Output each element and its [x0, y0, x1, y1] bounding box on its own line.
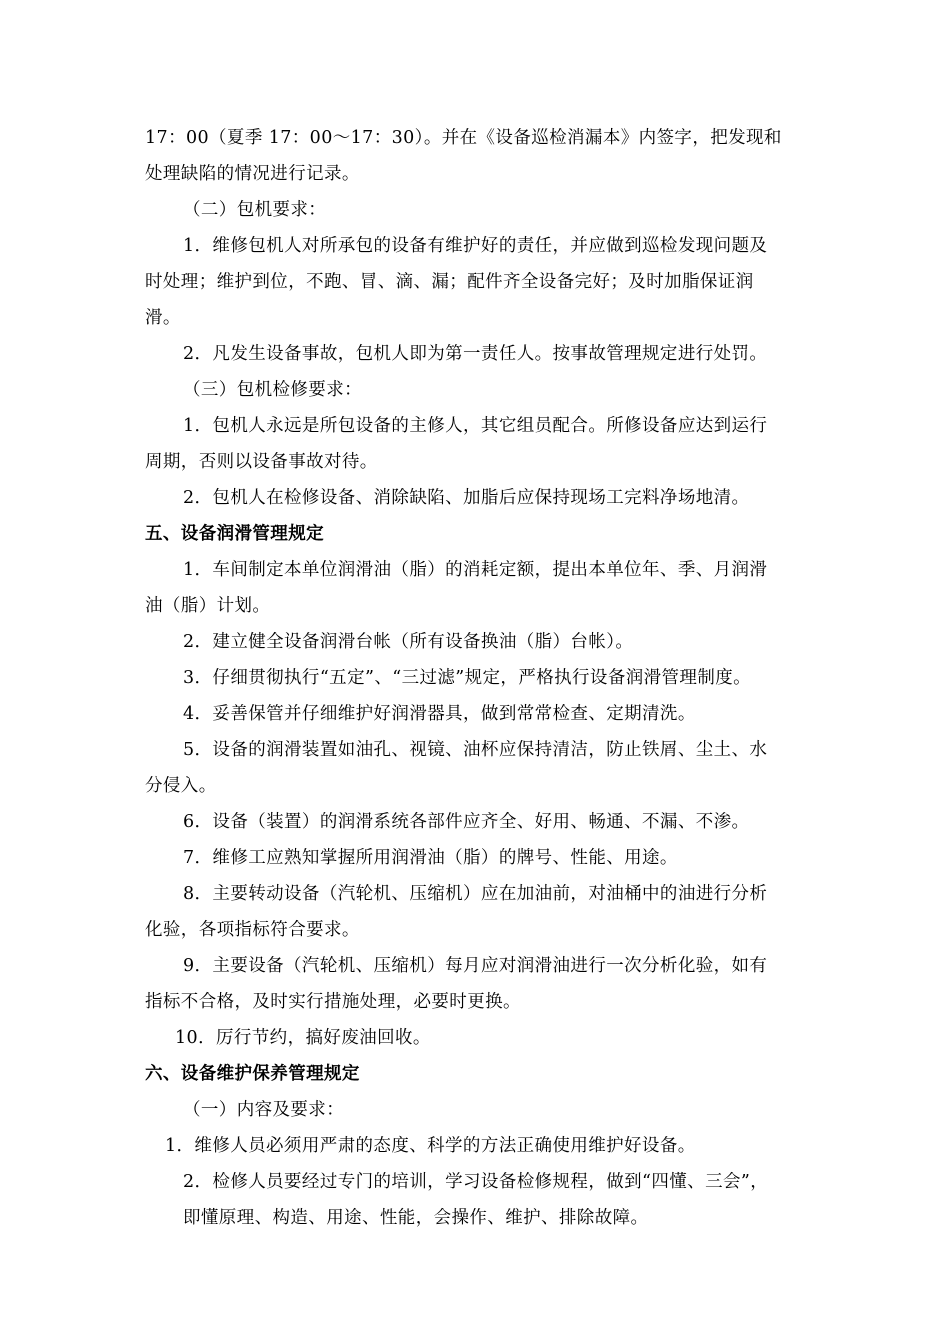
body-text-line: 1．维修包机人对所承包的设备有维护好的责任，并应做到巡检发现问题及	[183, 236, 768, 256]
body-text-line: 处理缺陷的情况进行记录。	[145, 164, 360, 184]
body-text-line: 1．维修人员必须用严肃的态度、科学的方法正确使用维护好设备。	[165, 1136, 696, 1156]
body-text-line: 化验，各项指标符合要求。	[145, 920, 360, 940]
body-text-line: 4．妥善保管并仔细维护好润滑器具，做到常常检查、定期清洗。	[183, 704, 696, 724]
body-text-line: 指标不合格，及时实行措施处理，必要时更换。	[145, 992, 521, 1012]
body-text-line: 周期，否则以设备事故对待。	[145, 452, 378, 472]
subsection-heading: （一）内容及要求：	[183, 1100, 345, 1120]
subsection-heading: （三）包机检修要求：	[183, 380, 362, 400]
body-text-line: 分侵入。	[145, 776, 217, 796]
subsection-heading: （二）包机要求：	[183, 200, 327, 220]
body-text-line: 2．凡发生设备事故，包机人即为第一责任人。按事故管理规定进行处罚。	[183, 344, 768, 364]
body-text-line: 1．车间制定本单位润滑油（脂）的消耗定额，提出本单位年、季、月润滑	[183, 560, 768, 580]
body-text-line: 油（脂）计划。	[145, 596, 271, 616]
section-heading: 五、设备润滑管理规定	[145, 524, 324, 544]
body-text-line: 5．设备的润滑装置如油孔、视镜、油杯应保持清洁，防止铁屑、尘土、水	[183, 740, 768, 760]
body-text-line: 8．主要转动设备（汽轮机、压缩机）应在加油前，对油桶中的油进行分析	[183, 884, 768, 904]
body-text-line: 17：00（夏季 17：00～17：30）。并在《设备巡检消漏本》内签字，把发现和	[145, 128, 782, 148]
body-text-line: 3．仔细贯彻执行“五定”、“三过滤”规定，严格执行设备润滑管理制度。	[183, 668, 752, 688]
body-text-line: 2．包机人在检修设备、消除缺陷、加脂后应保持现场工完料净场地清。	[183, 488, 750, 508]
body-text-line: 2．建立健全设备润滑台帐（所有设备换油（脂）台帐）。	[183, 632, 634, 652]
section-heading: 六、设备维护保养管理规定	[145, 1064, 360, 1084]
body-text-line: 滑。	[145, 308, 181, 328]
body-text-line: 即懂原理、构造、用途、性能，会操作、维护、排除故障。	[183, 1208, 649, 1228]
body-text-line: 1．包机人永远是所包设备的主修人，其它组员配合。所修设备应达到运行	[183, 416, 768, 436]
body-text-line: 7．维修工应熟知掌握所用润滑油（脂）的牌号、性能、用途。	[183, 848, 678, 868]
body-text-line: 10．厉行节约，搞好废油回收。	[175, 1028, 431, 1048]
body-text-line: 时处理；维护到位，不跑、冒、滴、漏；配件齐全设备完好；及时加脂保证润	[145, 272, 754, 292]
body-text-line: 2．检修人员要经过专门的培训，学习设备检修规程，做到“四懂、三会”，	[183, 1172, 769, 1192]
body-text-line: 9．主要设备（汽轮机、压缩机）每月应对润滑油进行一次分析化验，如有	[183, 956, 768, 976]
body-text-line: 6．设备（装置）的润滑系统各部件应齐全、好用、畅通、不漏、不渗。	[183, 812, 750, 832]
